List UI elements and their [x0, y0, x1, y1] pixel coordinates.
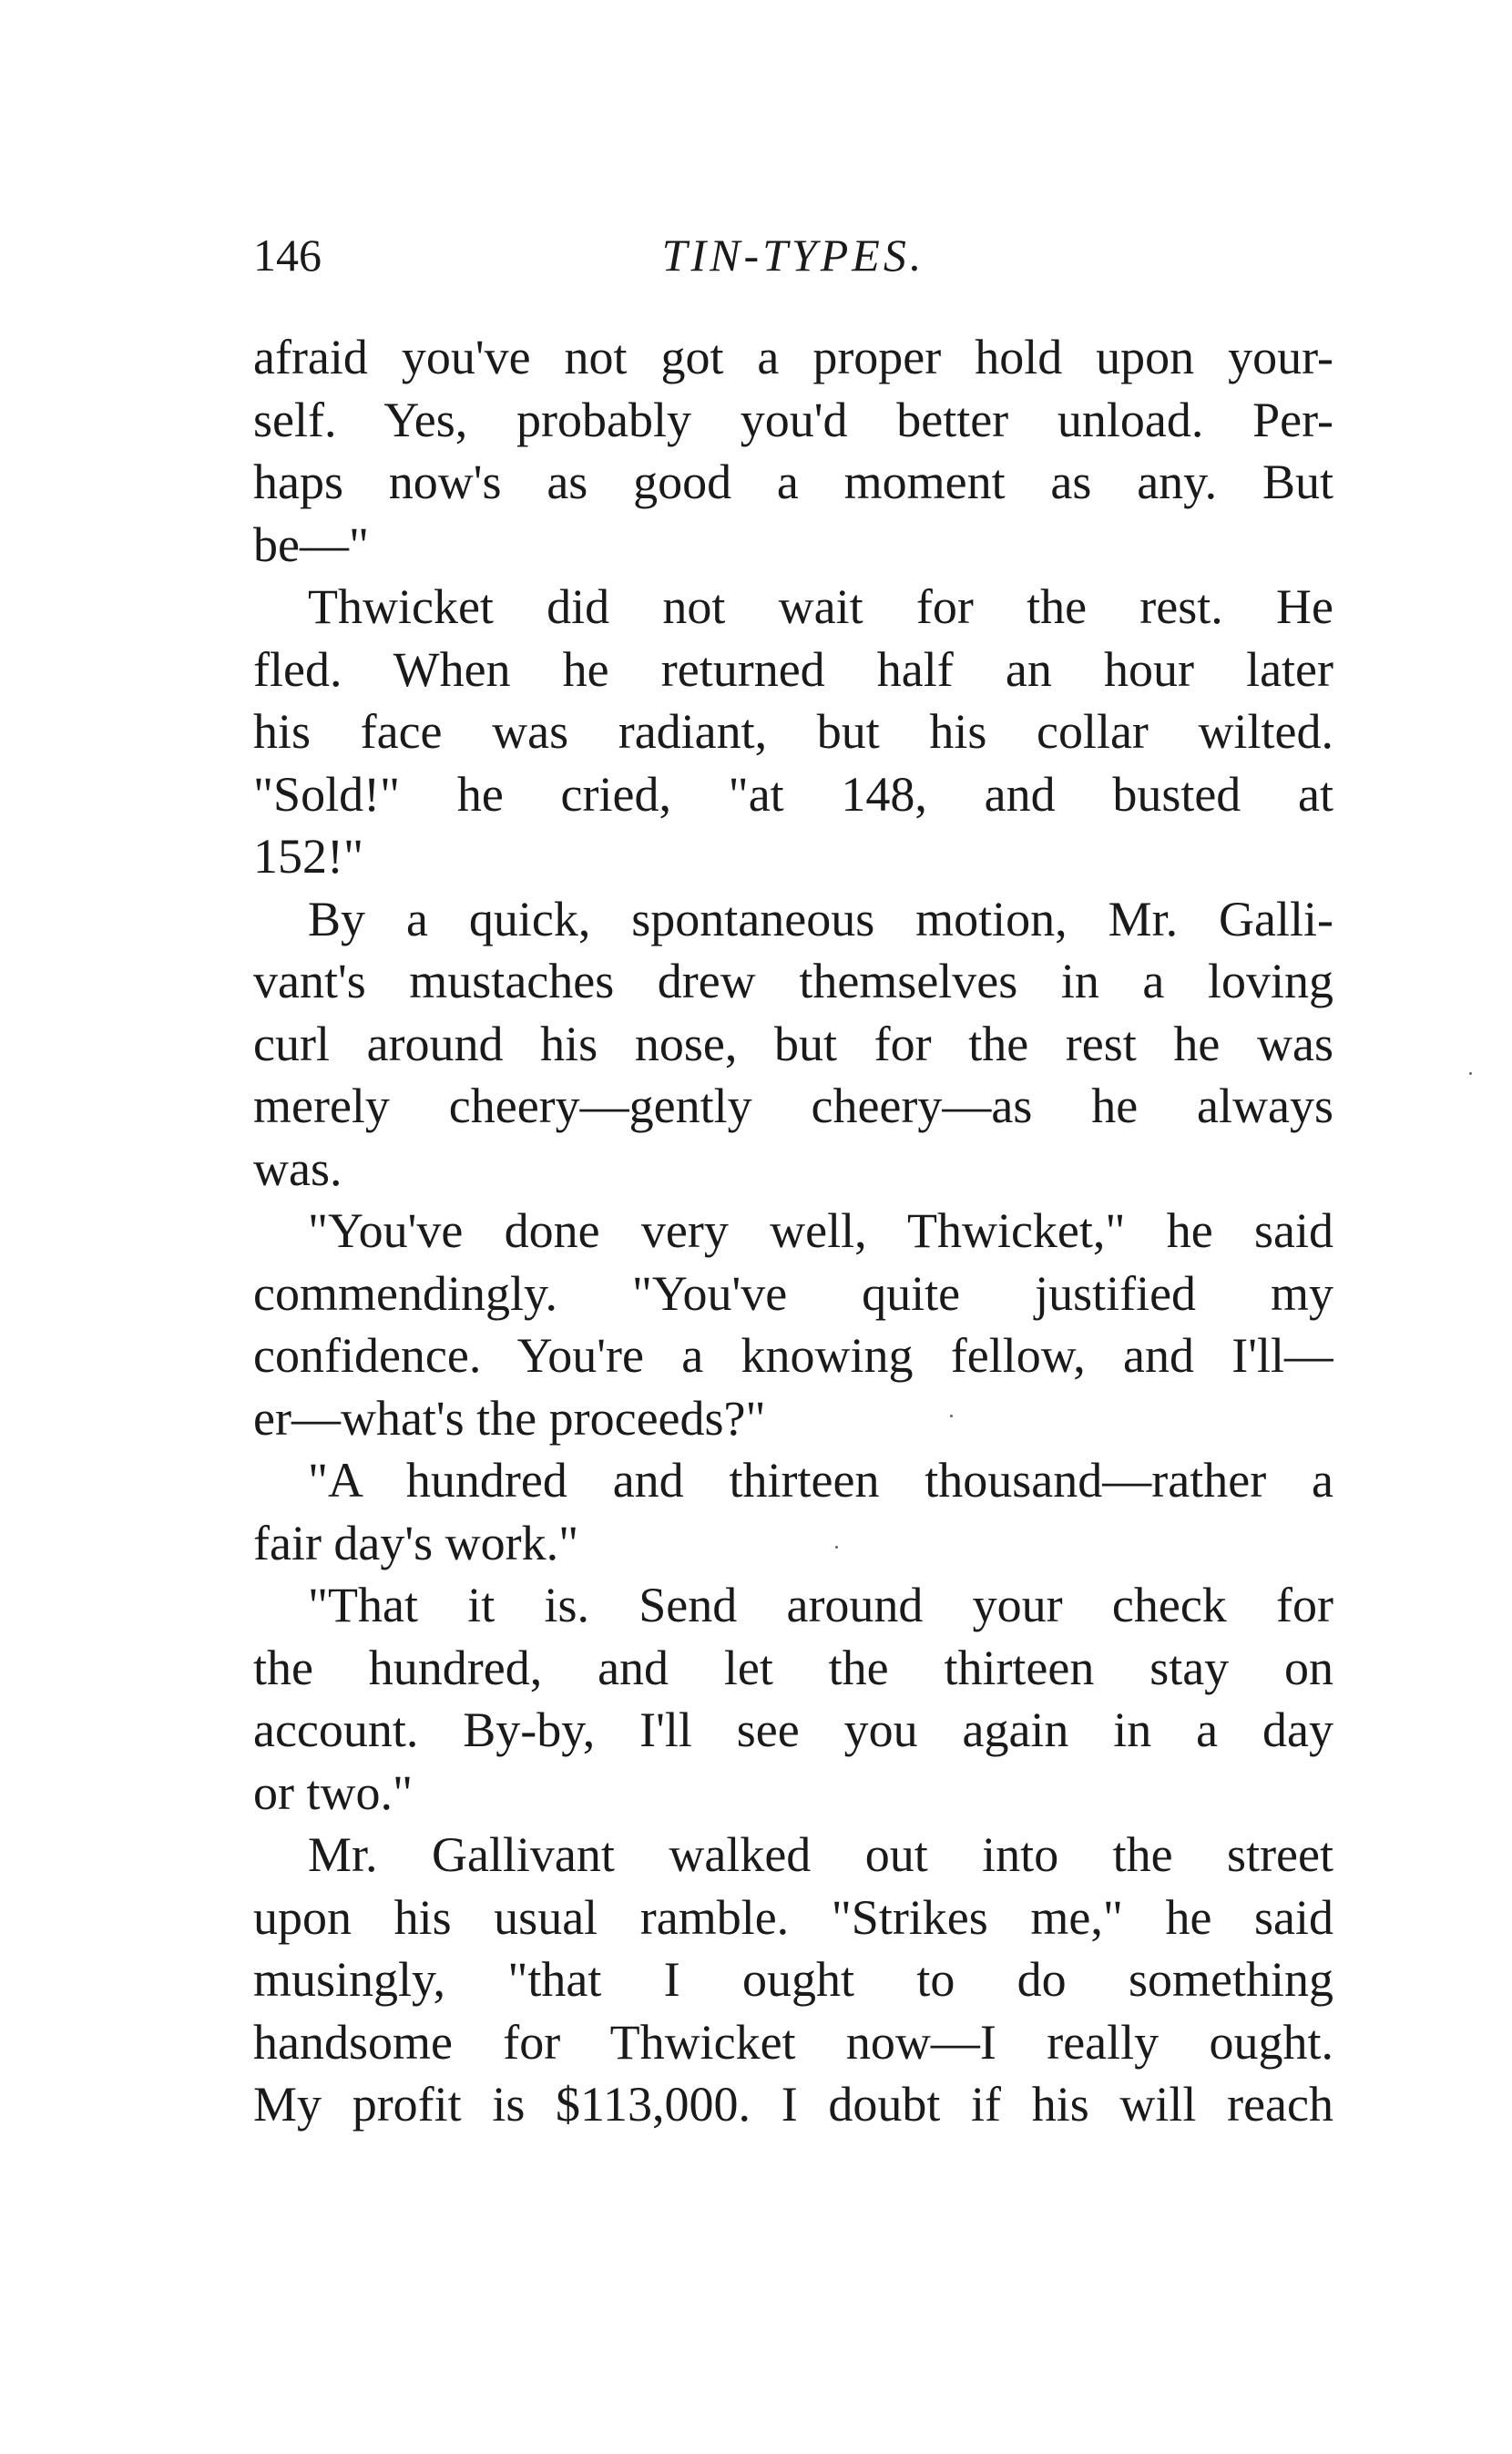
text-line: curl around his nose, but for the rest he was	[253, 1016, 1333, 1071]
text-line: was.	[253, 1140, 342, 1196]
text-line: fair day's work."	[253, 1515, 579, 1570]
text-line: vant's mustaches drew themselves in a loving	[253, 954, 1333, 1008]
text-line: self. Yes, probably you'd better unload. Per-	[253, 392, 1333, 447]
text-line: the hundred, and let the thirteen stay on	[253, 1640, 1333, 1695]
page-number: 146	[253, 230, 322, 281]
print-speck	[835, 1546, 838, 1549]
text-line: afraid you've not got a proper hold upon your-	[253, 330, 1333, 384]
text-line: Mr. Gallivant walked out into the street	[308, 1827, 1333, 1882]
text-line: "You've done very well, Thwicket," he said	[308, 1203, 1333, 1258]
text-line: By a quick, spontaneous motion, Mr. Galli-	[308, 891, 1333, 946]
print-speck	[1469, 1072, 1472, 1075]
text-line: upon his usual ramble. "Strikes me," he said	[253, 1889, 1333, 1945]
text-line: My profit is $113,000. I doubt if his will reach	[253, 2077, 1333, 2132]
text-line: handsome for Thwicket now—I really ought.	[253, 2014, 1333, 2070]
body-text	[253, 326, 1333, 2136]
print-speck	[950, 1415, 953, 1417]
text-line: "That it is. Send around your check for	[308, 1578, 1333, 1632]
running-head	[253, 219, 1333, 291]
text-line: haps now's as good a moment as any. But	[253, 455, 1333, 509]
text-line: 152!"	[253, 829, 364, 884]
text-line: confidence. You're a knowing fellow, and I'll—	[253, 1328, 1333, 1383]
text-line: or two."	[253, 1764, 414, 1820]
text-line: "A hundred and thirteen thousand—rather a	[308, 1453, 1333, 1508]
text-line: commendingly. "You've quite justified my	[253, 1265, 1333, 1321]
text-line: be—"	[253, 516, 370, 572]
text-line: his face was radiant, but his collar wilted.	[253, 704, 1333, 759]
text-line: "Sold!" he cried, "at 148, and busted at	[253, 766, 1333, 822]
text-line: fled. When he returned half an hour later	[253, 641, 1333, 697]
running-title: TIN-TYPES.	[661, 230, 925, 281]
text-line: merely cheery—gently cheery—as he always	[253, 1079, 1333, 1133]
text-line: er—what's the proceeds?"	[253, 1390, 766, 1446]
text-line: Thwicket did not wait for the rest. He	[308, 579, 1333, 634]
text-line: musingly, "that I ought to do something	[253, 1952, 1333, 2007]
text-line: account. By-by, I'll see you again in a day	[253, 1702, 1333, 1757]
